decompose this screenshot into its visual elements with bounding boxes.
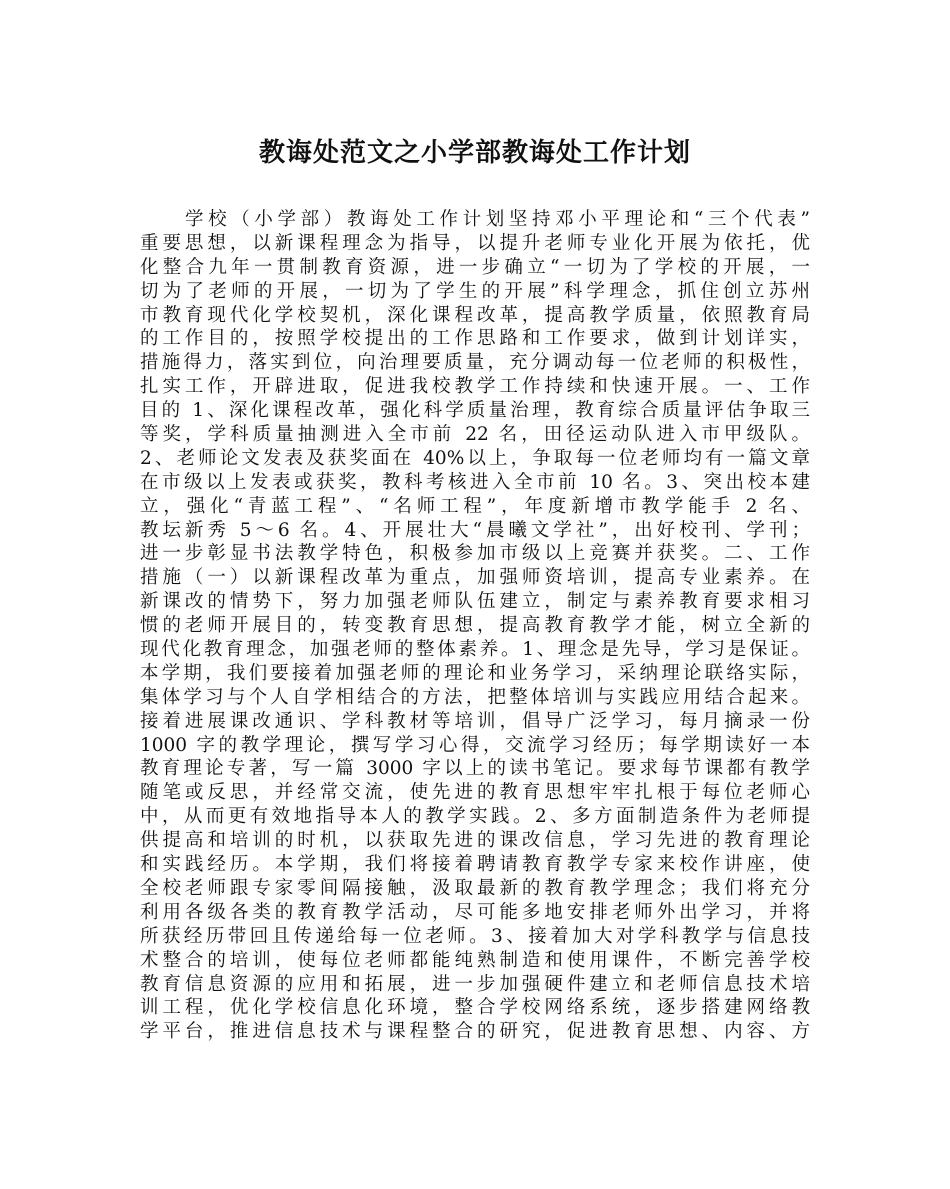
text-line: 中，从而更有效地指导本人的教学实践。2、多方面制造条件为老师提 xyxy=(140,806,810,828)
text-line: 教育信息资源的应用和拓展，进一步加强硬件建立和老师信息技术培 xyxy=(140,973,810,995)
text-line: 1000 字的教学理论，撰写学习心得，交流学习经历；每学期读好一本 xyxy=(140,734,810,756)
text-line: 扎实工作，开辟进取，促进我校教学工作持续和快速开展。一、工作 xyxy=(140,376,810,398)
document-title: 教诲处范文之小学部教诲处工作计划 xyxy=(258,138,691,168)
text-line: 接着进展课改通识、学科教材等培训，倡导广泛学习，每月摘录一份 xyxy=(140,710,810,732)
text-line: 集体学习与个人自学相结合的方法，把整体培训与实践应用结合起来。 xyxy=(140,686,810,708)
text-line: 的工作目的，按照学校提出的工作思路和工作要求，做到计划详实， xyxy=(140,328,810,350)
text-line: 立，强化“青蓝工程”、“名师工程”，年度新增市教学能手 2 名、 xyxy=(140,495,810,517)
text-line: 教坛新秀 5～6 名。4、开展壮大“晨曦文学社”，出好校刊、学刊； xyxy=(140,519,810,541)
text-line: 措施得力，落实到位，向治理要质量，充分调动每一位老师的积极性， xyxy=(140,352,810,374)
text-line: 市教育现代化学校契机，深化课程改革，提高教学质量，依照教育局 xyxy=(140,304,810,326)
text-line: 学平台，推进信息技术与课程整合的研究，促进教育思想、内容、方 xyxy=(140,1021,810,1043)
text-line: 切为了老师的开展，一切为了学生的开展”科学理念，抓住创立苏州 xyxy=(140,280,810,302)
text-line: 本学期，我们要接着加强老师的理论和业务学习，采纳理论联络实际， xyxy=(140,662,810,684)
document-body xyxy=(140,208,810,1044)
text-line: 教育理论专著，写一篇 3000 字以上的读书笔记。要求每节课都有教学 xyxy=(140,758,810,780)
text-line: 学校（小学部）教诲处工作计划坚持邓小平理论和“三个代表” xyxy=(185,209,810,230)
text-line: 等奖，学科质量抽测进入全市前 22 名，田径运动队进入市甲级队。 xyxy=(140,424,810,446)
text-line: 目的 1、深化课程改革，强化科学质量治理，教育综合质量评估争取三 xyxy=(140,400,810,422)
text-line: 新课改的情势下，努力加强老师队伍建立，制定与素养教育要求相习 xyxy=(140,591,810,613)
text-line: 现代化教育理念，加强老师的整体素养。1、理念是先导，学习是保证。 xyxy=(140,639,810,661)
text-line: 利用各级各类的教育教学活动，尽可能多地安排老师外出学习，并将 xyxy=(140,901,810,923)
text-line: 所获经历带回且传递给每一位老师。3、接着加大对学科教学与信息技 xyxy=(140,925,810,947)
text-line: 供提高和培训的时机，以获取先进的课改信息，学习先进的教育理论 xyxy=(140,830,810,852)
text-line: 在市级以上发表或获奖，教科考核进入全市前 10 名。3、突出校本建 xyxy=(140,471,810,493)
text-line: 惯的老师开展目的，转变教育思想，提高教育教学才能，树立全新的 xyxy=(140,615,810,637)
text-line: 化整合九年一贯制教育资源，进一步确立“一切为了学校的开展，一 xyxy=(140,256,810,278)
text-line: 措施（一）以新课程改革为重点，加强师资培训，提高专业素养。在 xyxy=(140,567,810,589)
text-line: 进一步彰显书法教学特色，积极参加市级以上竞赛并获奖。二、工作 xyxy=(140,543,810,565)
text-line: 和实践经历。本学期，我们将接着聘请教育教学专家来校作讲座，使 xyxy=(140,854,810,876)
text-line: 训工程，优化学校信息化环境，整合学校网络系统，逐步搭建网络教 xyxy=(140,997,810,1019)
text-line: 全校老师跟专家零间隔接触，汲取最新的教育教学理念；我们将充分 xyxy=(140,877,810,899)
text-line: 随笔或反思，并经常交流，使先进的教育思想牢牢扎根于每位老师心 xyxy=(140,782,810,804)
text-line: 重要思想，以新课程理念为指导，以提升老师专业化开展为依托，优 xyxy=(140,232,810,254)
text-line: 术整合的培训，使每位老师都能纯熟制造和使用课件，不断完善学校 xyxy=(140,949,810,971)
text-line: 2、老师论文发表及获奖面在 40%以上，争取每一位老师均有一篇文章 xyxy=(140,447,810,469)
